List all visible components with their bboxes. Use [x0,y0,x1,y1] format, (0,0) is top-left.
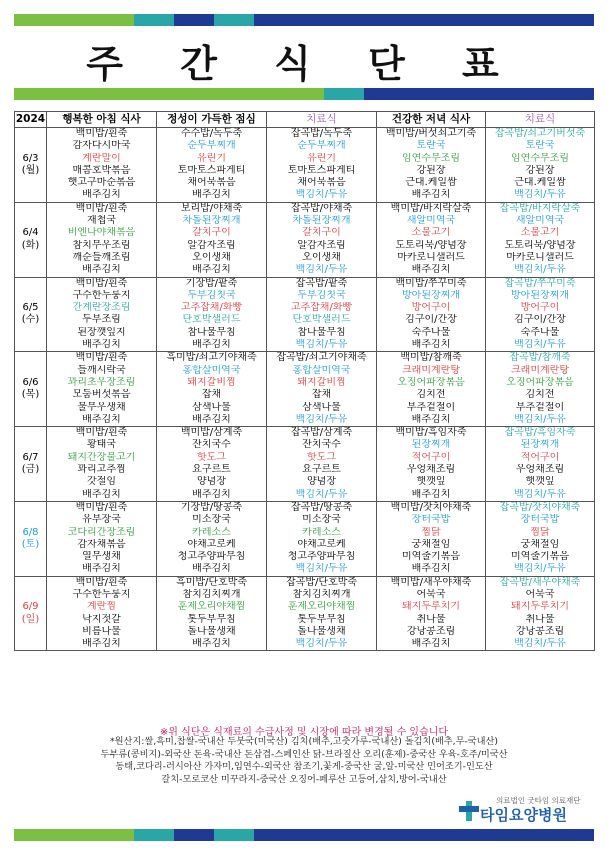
menu-item: 백미밥/흰죽 [75,576,128,588]
menu-item: 참치무우조림 [72,239,131,251]
day-row [15,202,595,277]
menu-item: 토마토스파게티 [287,164,356,176]
menu-item: 방아된장찌개 [402,289,460,301]
menu-item: 잡채 [311,389,332,401]
menu-item: 두부김칫국 [297,289,346,301]
day-row [15,576,595,651]
menu-item: 근대.케일쌈 [514,177,566,189]
menu-item: 돼지갈비찜 [297,376,346,388]
menu-item: 도토리묵/양념장 [395,239,467,251]
lunch-cell [157,277,267,352]
menu-item: 요구르트 [192,464,231,476]
lunch-diet-cell [267,202,377,277]
menu-item: 어묵국 [416,588,446,600]
menu-item: 배추김치 [192,638,231,650]
notice-text: ※위 식단은 식재료의 수급사정 및 시장에 따라 변경될 수 있습니다 [159,727,449,738]
menu-item: 청고추양파무침 [177,551,246,563]
menu-item: 야채고로케 [297,538,346,550]
menu-item: 백미밥/흰죽 [75,427,128,439]
dinner-diet-cell [486,501,595,576]
menu-item: 비름나물 [82,625,121,637]
menu-item: 배추김치 [82,339,121,351]
menu-item: 장터국밥 [520,514,560,526]
day-date: 6/9 [22,601,39,613]
breakfast-cell [47,427,157,502]
day-date: 6/8 [22,526,39,538]
menu-item: 배추김치 [192,339,231,351]
menu-item: 백김치/두유 [295,189,348,201]
menu-item: 찜닭 [530,526,550,538]
day-row [15,427,595,502]
menu-item: 배추김치 [192,488,231,500]
menu-item: 채어묵볶음 [297,177,346,189]
menu-item: 구수한누룽지 [72,289,131,301]
menu-item: 백미밥/흰죽 [75,128,128,139]
menu-item: 강낭콩조림 [406,625,456,637]
menu-item: 재첩국 [87,215,116,227]
menu-item: 기장밥/팥죽 [185,277,238,289]
menu-item: 토란국 [525,140,555,152]
lunch-cell [157,352,267,427]
menu-item: 배추김치 [411,339,451,351]
menu-item: 백김치/두유 [514,563,566,575]
menu-item: 감자채볶음 [77,538,126,550]
breakfast-cell [47,277,157,352]
menu-item: 잡곡밥/삼계죽 [290,427,353,439]
menu-item: 숙주나물 [411,326,451,338]
breakfast-cell [47,202,157,277]
menu-item: 배추김치 [411,264,451,276]
menu-item: 배추김치 [82,413,121,425]
menu-item: 백김치/두유 [514,189,566,201]
top-color-band [14,14,594,26]
menu-item: 야채고로케 [187,538,236,550]
menu-item: 백미밥/흰죽 [75,352,128,364]
menu-item: 갈치구이 [302,227,341,239]
day-weekday: (일) [21,613,40,625]
menu-item: 낙지젓갈 [82,613,121,625]
menu-item: 햇깻잎 [525,476,555,488]
menu-item: 된장찌개 [411,439,451,451]
weekly-menu-table [14,111,595,651]
menu-item: 물무우생채 [77,401,126,413]
breakfast-cell [47,352,157,427]
menu-item: 돼지갈비찜 [187,376,236,388]
dinner-diet-cell [486,277,595,352]
menu-item: 미역줄기볶음 [402,551,460,563]
origin-line: *원산지:쌀,흑미,찹쌀-국내산 두붓국(미국산) 김치(배추,고춧가루-국내산) 돌김치(배추,무-국내산) [110,736,498,747]
menu-item: 차돌된장찌개 [292,215,351,227]
menu-item: 잡곡밥/팥죽 [295,277,348,289]
menu-item: 오이생채 [192,251,231,263]
menu-item: 잡곡밥/흑임자죽 [504,427,576,439]
menu-item: 양념장 [197,476,226,488]
menu-item: 유린기 [307,152,336,164]
day-label [15,202,47,277]
menu-item: 백김치/두유 [514,413,566,425]
menu-item: 백미밥/참깨죽 [400,352,462,364]
menu-item: 크래미계란탕 [511,364,569,376]
menu-item: 배추김치 [192,264,231,276]
menu-item: 숙주나물 [520,326,560,338]
menu-item: 백김치/두유 [295,638,348,650]
menu-item: 백미밥/쭈꾸미죽 [395,277,467,289]
menu-item: 잔치국수 [192,439,231,451]
origin-line: 두부류(콩비지)-외국산 돈육-국내산 돈삼겹-스페인산 닭-브라질산 오리(훈제)-중국산 우육-호주/미국산 [100,748,508,760]
day-label [15,576,47,651]
dinner-diet-cell [486,576,595,651]
menu-item: 배추김치 [192,413,231,425]
menu-item: 두부조림 [82,314,121,326]
menu-item: 수수밥/녹두죽 [180,128,243,139]
menu-item: 잡곡밥/새우야채죽 [499,576,581,588]
logo-name: 타임요양병원 [480,806,567,824]
header-dinner-diet: 치료식 [486,112,595,128]
dinner-cell [377,277,486,352]
menu-item: 참나물무침 [187,326,236,338]
menu-item: 핫도그 [307,451,336,463]
menu-item: 미소장국 [192,514,231,526]
day-date: 6/4 [22,227,39,239]
menu-item: 방어구이 [411,302,451,314]
breakfast-cell [47,501,157,576]
day-date: 6/3 [22,152,39,164]
menu-item: 요구르트 [302,464,341,476]
header-lunch-diet: 치료식 [267,112,377,128]
menu-item: 톳두부무침 [297,613,346,625]
menu-item: 기장밥/땅콩죽 [180,501,243,513]
day-weekday: (월) [21,164,40,176]
menu-item: 구수한누룽지 [72,588,131,600]
menu-item: 톳두부무침 [187,613,236,625]
day-label [15,352,47,427]
menu-item: 돼지간장불고기 [67,451,136,463]
lunch-cell [157,202,267,277]
menu-item: 홍합살미역국 [292,364,351,376]
hospital-logo [440,795,600,823]
menu-item: 잡채 [201,389,222,401]
menu-item: 적어구이 [411,451,451,463]
menu-item: 김치전 [416,389,446,401]
menu-item: 된장찌개 [520,439,560,451]
menu-item: 잡곡밥/잣치야채죽 [499,501,581,513]
menu-item: 참치김치찌개 [292,588,351,600]
day-weekday: (목) [21,389,40,401]
lunch-diet-cell [267,128,377,203]
menu-item: 카레소스 [302,526,341,538]
menu-item: 계란말이 [82,152,121,164]
menu-item: 새알미역국 [406,215,456,227]
table-header-row [15,112,595,128]
header-breakfast: 행복한 아침 식사 [47,112,157,128]
header-lunch: 정성이 가득한 점심 [157,112,267,128]
menu-item: 알감자조림 [187,239,236,251]
menu-item: 알감자조림 [297,239,346,251]
menu-item: 카레소스 [192,526,231,538]
menu-item: 훈제오리야채찜 [287,601,356,613]
lunch-cell [157,501,267,576]
menu-item: 백김치/두유 [514,638,566,650]
menu-item: 오이생채 [302,251,341,263]
lunch-diet-cell [267,576,377,651]
menu-item: 백김치/두유 [295,339,348,351]
menu-item: 갈치구이 [192,227,231,239]
menu-item: 부추겉절이 [406,401,456,413]
dinner-cell [377,202,486,277]
menu-item: 고추잡채/화빵 [290,302,353,314]
menu-item: 우엉채조림 [406,464,456,476]
menu-item: 순두부찌개 [297,140,346,152]
menu-item: 배추김치 [82,264,121,276]
menu-item: 적어구이 [520,451,560,463]
menu-item: 돼지두루치기 [402,601,460,613]
menu-item: 유부장국 [82,514,121,526]
day-row [15,128,595,203]
menu-item: 열무생채 [82,551,121,563]
header-dinner: 건강한 저녁 식사 [377,112,486,128]
menu-item: 깨순들깨조림 [72,251,131,263]
menu-item: 배추김치 [411,189,451,201]
menu-item: 홍합살미역국 [182,364,241,376]
menu-item: 취나물 [416,613,446,625]
breakfast-cell [47,576,157,651]
day-weekday: (토) [21,538,40,550]
menu-item: 유린기 [197,152,226,164]
menu-item: 토란국 [416,140,446,152]
menu-item: 잡곡밥/단호박죽 [286,576,357,588]
menu-item: 배추김치 [192,189,231,201]
menu-item: 임연수무조림 [402,152,460,164]
menu-item: 백미밥/버섯쇠고기죽 [385,128,477,139]
lunch-cell [157,427,267,502]
menu-item: 강된장 [416,164,446,176]
menu-item: 차돌된장찌개 [182,215,241,227]
menu-item: 오징어파장볶음 [506,376,574,388]
menu-item: 백미밥/잣치야채죽 [390,501,472,513]
origin-line: 갈치-모로코산 미꾸라지-중국산 오징어-페루산 고등어,삼치,방어-국내산 [161,773,447,785]
dinner-diet-cell [486,352,595,427]
menu-item: 흑미밥/단호박죽 [176,576,247,588]
menu-item: 소불고기 [411,227,451,239]
menu-item: 순두부찌개 [187,140,236,152]
menu-item: 삼색나물 [192,401,231,413]
menu-item: 백김치/두유 [295,563,348,575]
menu-item: 두부김칫국 [187,289,236,301]
menu-item: 돌나물생채 [297,625,346,637]
menu-item: 궁채절임 [520,538,560,550]
menu-item: 매콤호박볶음 [72,164,131,176]
menu-item: 잡곡밥/쭈꾸미죽 [504,277,576,289]
menu-item: 배추김치 [411,413,451,425]
lunch-diet-cell [267,277,377,352]
menu-item: 장터국밥 [411,514,451,526]
menu-item: 배추김치 [82,563,121,575]
menu-item: 크래미계란탕 [402,364,460,376]
menu-item: 꽈리초우장조림 [67,376,136,388]
menu-item: 비엔나야채볶음 [67,227,136,239]
menu-item: 백미밥/새우야채죽 [390,576,472,588]
menu-item: 돌나물생채 [187,625,236,637]
menu-item: 햇깻잎 [416,476,446,488]
day-row [15,352,595,427]
menu-item: 소불고기 [520,227,560,239]
bottom-color-band [14,829,594,841]
menu-item: 김구이/간장 [514,314,566,326]
menu-item: 방어구이 [520,302,560,314]
dinner-diet-cell [486,427,595,502]
header-year: 2024 [15,112,47,128]
menu-item: 궁채절임 [411,538,451,550]
day-label [15,501,47,576]
day-date: 6/7 [22,451,39,463]
menu-item: 잡곡밥/참깨죽 [509,352,571,364]
page-title: 주 간 식 단 표 [86,42,521,86]
menu-item: 임연수무조림 [511,152,569,164]
dinner-cell [377,427,486,502]
menu-item: 어묵국 [525,588,555,600]
menu-item: 김구이/간장 [405,314,457,326]
day-label [15,427,47,502]
middle-color-band [14,88,594,100]
menu-item: 햇고구마순볶음 [67,177,136,189]
day-weekday: (금) [21,464,40,476]
menu-item: 잡곡밥/쇠고기버섯죽 [494,128,586,139]
menu-item: 백미밥/흰죽 [75,277,128,289]
menu-item: 배추김치 [82,189,121,201]
menu-item: 백김치/두유 [514,339,566,351]
lunch-cell [157,128,267,203]
menu-item: 코다리간장조림 [67,526,136,538]
menu-item: 황태국 [87,439,116,451]
breakfast-cell [47,128,157,203]
menu-item: 도토리묵/양념장 [504,239,576,251]
menu-item: 보리밥/야채죽 [180,202,243,214]
menu-item: 흑미밥/쇠고기야채죽 [166,352,257,364]
dinner-diet-cell [486,128,595,203]
menu-item: 김치전 [525,389,555,401]
menu-item: 미소장국 [302,514,341,526]
day-row [15,501,595,576]
menu-item: 들깨시락국 [77,364,126,376]
menu-item: 잡곡밥/바지락살죽 [499,202,581,214]
menu-item: 백김치/두유 [514,264,566,276]
menu-item: 갓절임 [87,476,116,488]
menu-item: 백미밥/흑임자죽 [395,427,467,439]
menu-item: 잡곡밥/야채죽 [290,202,353,214]
menu-item: 양념장 [307,476,336,488]
menu-item: 백김치/두유 [295,264,348,276]
menu-item: 참나물무침 [297,326,346,338]
menu-item: 방아된장찌개 [511,289,569,301]
menu-item: 청고추양파무침 [287,551,356,563]
menu-item: 백미밥/흰죽 [75,202,128,214]
day-label [15,277,47,352]
menu-item: 핫도그 [197,451,226,463]
menu-item: 고추잡채/화빵 [180,302,243,314]
menu-item: 단호박샐러드 [292,314,351,326]
menu-item: 백김치/두유 [514,488,566,500]
menu-item: 배추김치 [82,638,121,650]
menu-item: 백김치/두유 [295,488,348,500]
menu-item: 마카로니샐러드 [506,251,574,263]
day-label [15,128,47,203]
lunch-cell [157,576,267,651]
menu-item: 백미밥/흰죽 [75,501,128,513]
menu-item: 미역줄기볶음 [511,551,569,563]
menu-item: 훈제오리야채찜 [177,601,246,613]
dinner-cell [377,501,486,576]
logo-subtitle: 의료법인 굿타임 의료재단 [496,796,581,805]
menu-item: 잔치국수 [302,439,341,451]
menu-item: 감자다시마국 [72,140,131,152]
origin-line: 동태,코다리-러시아산 가자미,임연수-외국산 참조기,꽃게-중국산 굴,알-미국산 민어조기-인도산 [115,761,493,772]
menu-item: 백미밥/바지락살죽 [390,202,472,214]
menu-item: 부추겉절이 [515,401,565,413]
menu-item: 찜닭 [421,526,441,538]
dinner-cell [377,128,486,203]
menu-item: 돼지두루치기 [511,601,569,613]
dinner-diet-cell [486,202,595,277]
dinner-cell [377,576,486,651]
menu-item: 배추김치 [192,563,231,575]
menu-item: 꽈리고추찜 [77,464,126,476]
menu-item: 강된장 [525,164,555,176]
day-row [15,277,595,352]
menu-item: 계란찜 [87,601,116,613]
menu-item: 배추김치 [411,638,451,650]
lunch-diet-cell [267,352,377,427]
day-date: 6/6 [22,376,39,388]
menu-item: 근대.케일쌈 [405,177,457,189]
menu-item: 배추김치 [411,563,451,575]
menu-item: 마카로니샐러드 [397,251,465,263]
menu-item: 간계란장조림 [72,302,131,314]
menu-item: 새알미역국 [515,215,565,227]
menu-item: 단호박샐러드 [182,314,241,326]
menu-item: 배추김치 [411,488,451,500]
menu-item: 모둠버섯볶음 [72,389,131,401]
menu-item: 채어묵볶음 [187,177,236,189]
menu-item: 참치김치찌개 [182,588,241,600]
origin-info [14,736,594,786]
menu-item: 우엉채조림 [515,464,565,476]
dinner-cell [377,352,486,427]
menu-item: 오징어파장볶음 [397,376,465,388]
menu-item: 잡곡밥/녹두죽 [290,128,353,139]
menu-item: 강낭콩조림 [515,625,565,637]
menu-item: 삼색나물 [302,401,341,413]
menu-item: 백미밥/삼계죽 [180,427,243,439]
day-date: 6/5 [22,302,39,314]
menu-item: 배추김치 [82,488,121,500]
menu-item: 취나물 [525,613,555,625]
day-weekday: (화) [21,239,40,251]
day-weekday: (수) [21,314,40,326]
menu-item: 잡곡밥/쇠고기야채죽 [276,352,367,364]
cross-icon [458,800,480,822]
menu-item: 된장깻잎지 [77,326,126,338]
menu-item: 백김치/두유 [295,413,348,425]
lunch-diet-cell [267,427,377,502]
menu-item: 토마토스파게티 [177,164,246,176]
lunch-diet-cell [267,501,377,576]
menu-item: 잡곡밥/땅콩죽 [290,501,353,513]
